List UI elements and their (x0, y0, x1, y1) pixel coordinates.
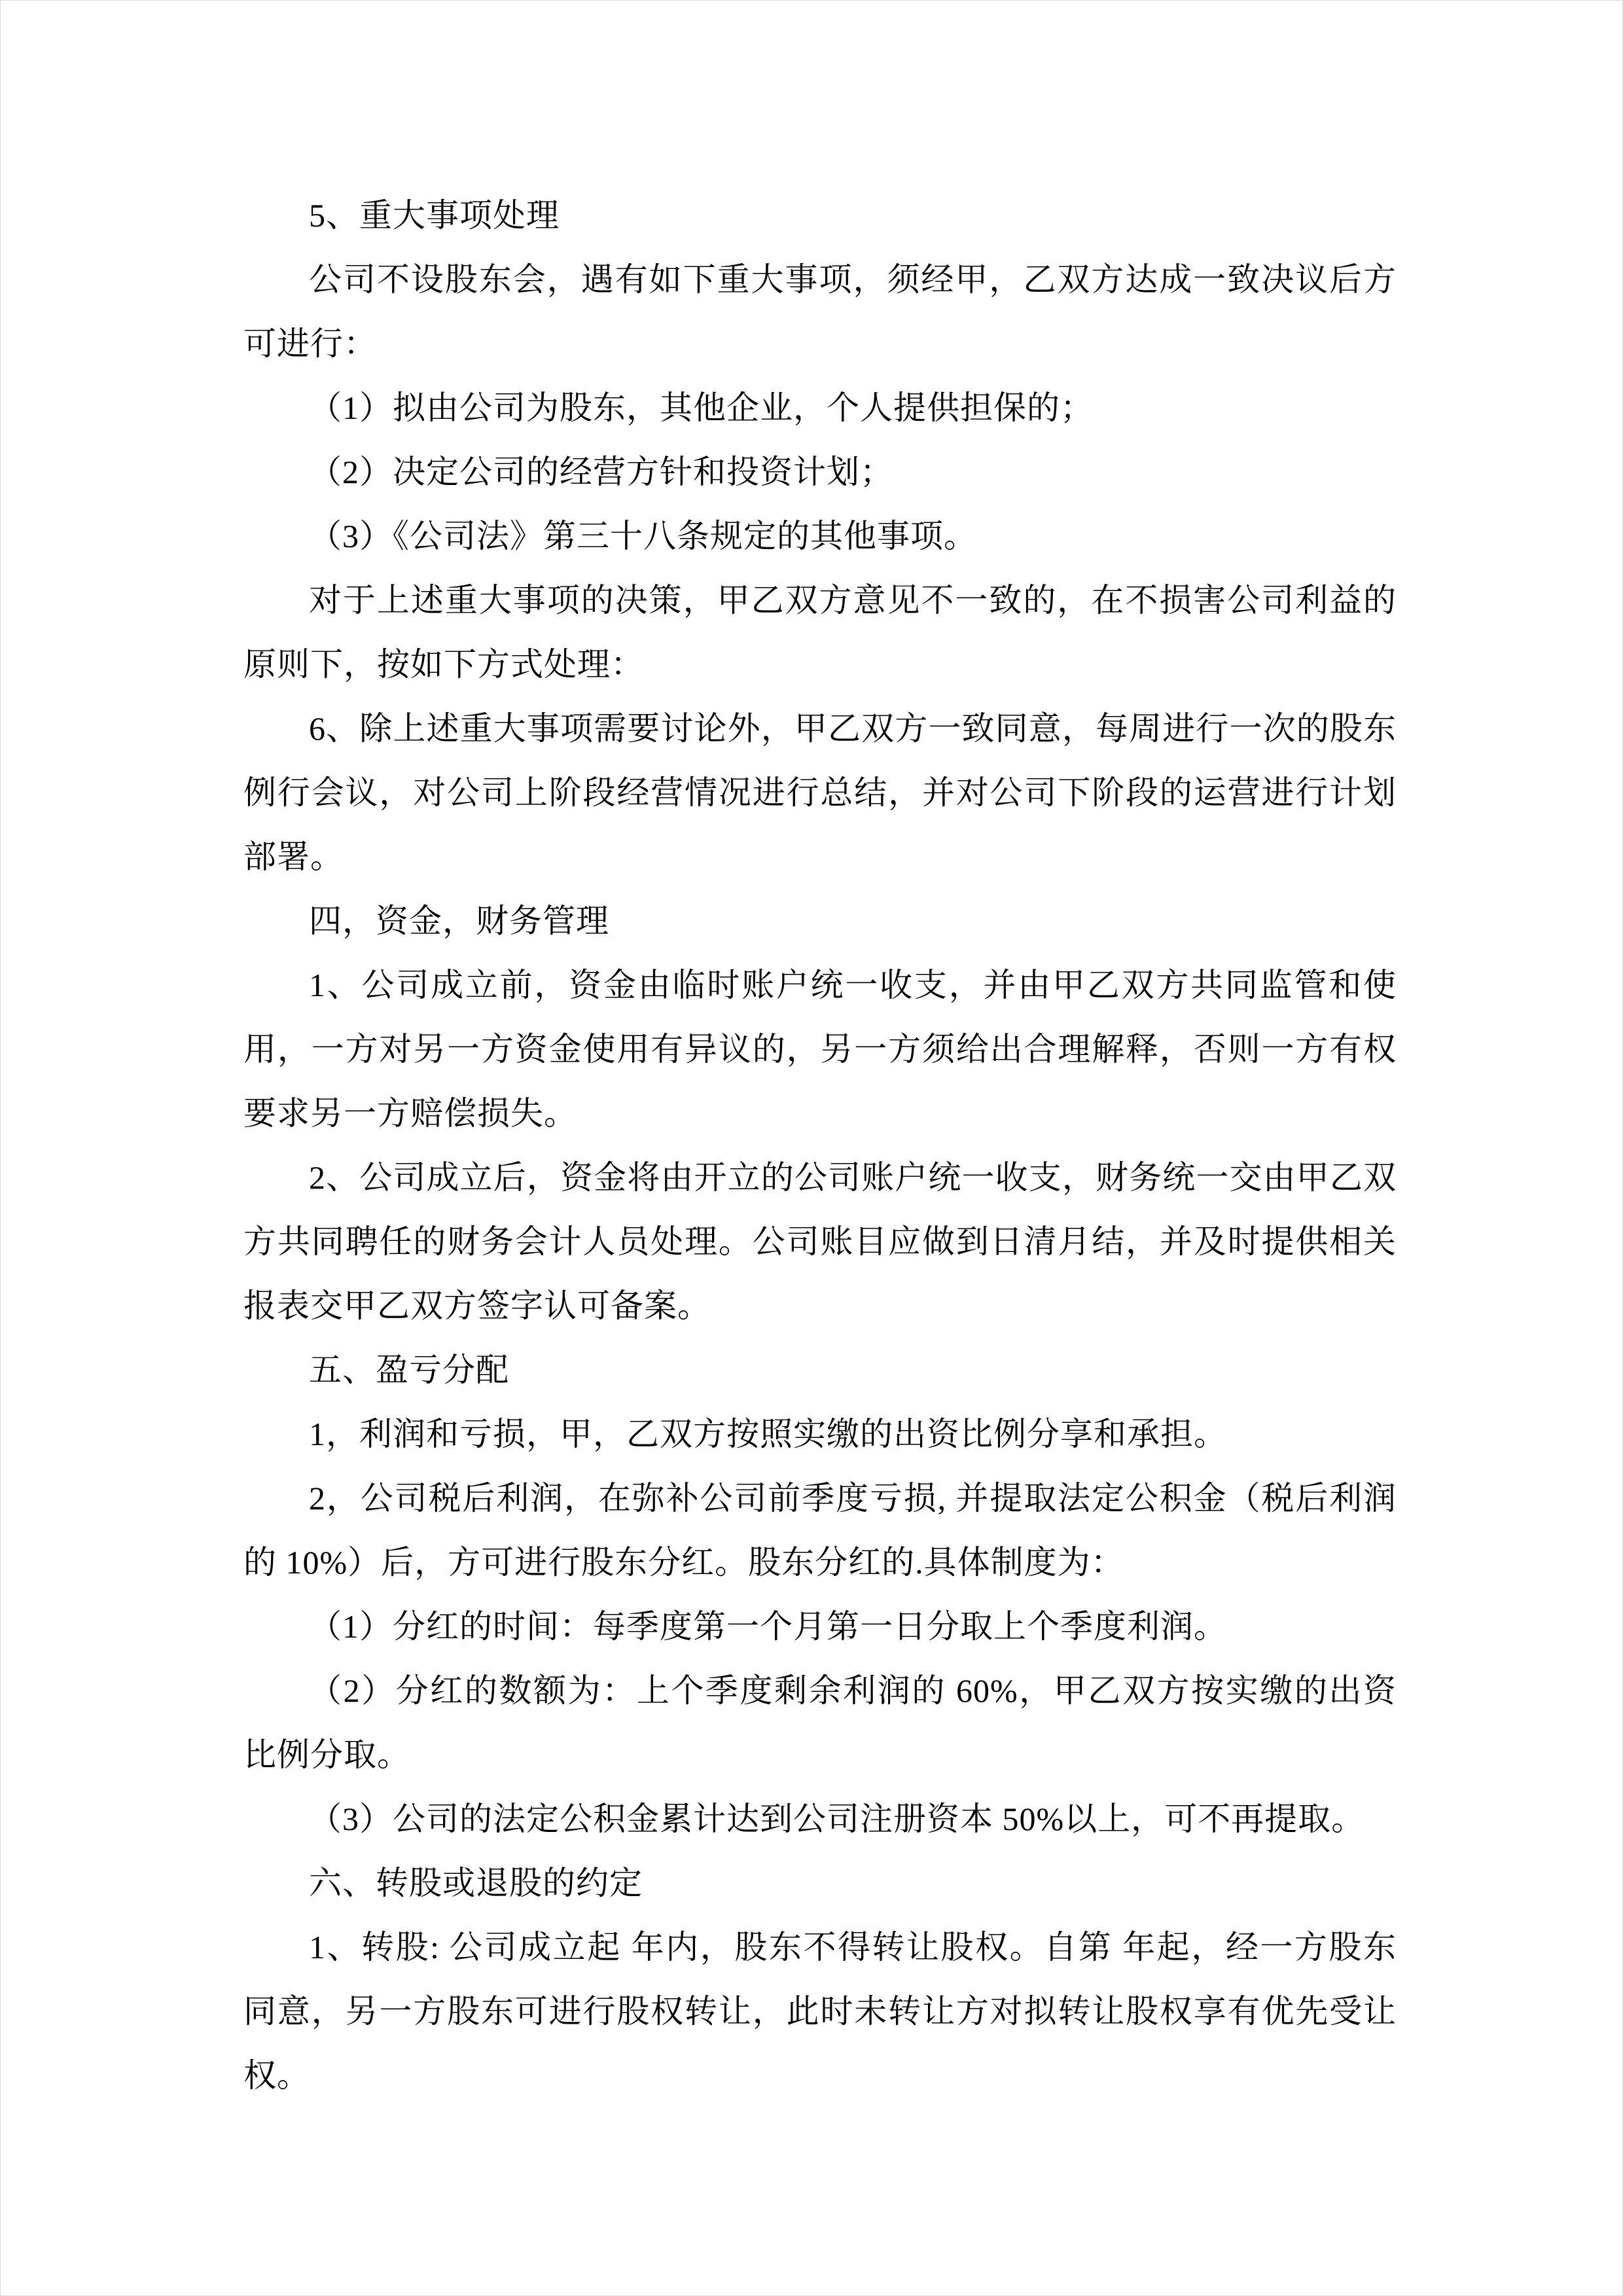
list-item-2: （2）决定公司的经营方针和投资计划； (309, 454, 893, 490)
paragraph: 1，利润和亏损，甲，乙双方按照实缴的出资比例分享和承担。 (309, 1416, 1227, 1452)
paragraph: 公司不设股东会，遇有如下重大事项，须经甲，乙双方达成一致决议后方可进行： (243, 261, 1397, 362)
paragraph: 6、除上述重大事项需要讨论外，甲乙双方一致同意，每周进行一次的股东例行会议，对公司上阶段经营情况进行总结，并对公司下阶段的运营进行计划部署。 (243, 710, 1397, 875)
paragraph: 2，公司税后利润，在弥补公司前季度亏损, 并提取法定公积金（税后利润的 10%）后，方可进行股东分红。股东分红的.具体制度为： (243, 1480, 1397, 1581)
list-item-dividend-amount: （2）分红的数额为：上个季度剩余利润的 60%，甲乙双方按实缴的出资比例分取。 (243, 1672, 1397, 1773)
section-heading-major-matters: 5、重大事项处理 (309, 197, 560, 234)
section-heading-profit-loss: 五、盈亏分配 (309, 1352, 509, 1388)
paragraph: 1、转股: 公司成立起 年内，股东不得转让股权。自第 年起，经一方股东同意，另一方股东可进行股权转让，此时未转让方对拟转让股权享有优先受让权。 (243, 1929, 1397, 2094)
section-heading-share-transfer: 六、转股或退股的约定 (309, 1865, 643, 1901)
list-item-1: （1）拟由公司为股东，其他企业，个人提供担保的； (309, 389, 1094, 426)
document-body (243, 183, 1397, 2108)
list-item-dividend-time: （1）分红的时间：每季度第一个月第一日分取上个季度利润。 (309, 1608, 1227, 1645)
list-item-3: （3）《公司法》第三十八条规定的其他事项。 (309, 518, 977, 554)
section-heading-funds-finance: 四，资金，财务管理 (309, 903, 609, 939)
list-item-reserve-fund: （3）公司的法定公积金累计达到公司注册资本 50%以上，可不再提取。 (309, 1801, 1365, 1837)
paragraph: 对于上述重大事项的决策，甲乙双方意见不一致的，在不损害公司利益的原则下，按如下方式处理： (243, 582, 1397, 683)
paragraph: 2、公司成立后，资金将由开立的公司账户统一收支，财务统一交由甲乙双方共同聘任的财务会计人员处理。公司账目应做到日清月结，并及时提供相关报表交甲乙双方签字认可备案。 (243, 1159, 1397, 1324)
paragraph: 1、公司成立前，资金由临时账户统一收支，并由甲乙双方共同监管和使用，一方对另一方资金使用有异议的，另一方须给出合理解释，否则一方有权要求另一方赔偿损失。 (243, 967, 1397, 1132)
